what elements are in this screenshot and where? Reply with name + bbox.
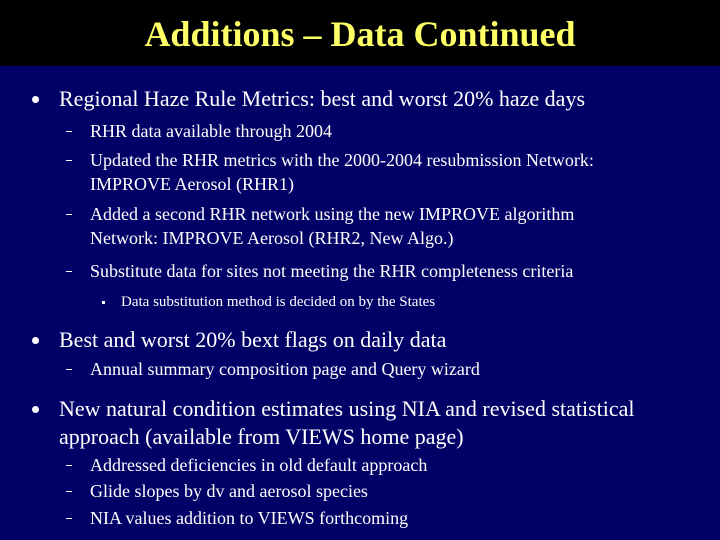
sub-bullet-text: Updated the RHR metrics with the 2000-2004 resubmission Network: — [90, 150, 594, 170]
dash-marker — [66, 491, 72, 492]
dash-marker — [66, 518, 72, 519]
bullet-text: Best and worst 20% bext flags on daily data — [59, 327, 447, 352]
bullet-marker — [32, 406, 39, 413]
sub-sub-bullet-text: Data substitution method is decided on by the States — [121, 294, 436, 310]
dash-marker — [66, 160, 72, 161]
sub-bullet-text: RHR data available through 2004 — [90, 121, 332, 141]
sub-bullet-text: NIA values addition to VIEWS forthcoming — [90, 508, 409, 528]
dash-marker — [66, 214, 72, 215]
dash-marker — [66, 369, 72, 370]
sub-bullet-text-cont: Network: IMPROVE Aerosol (RHR2, New Algo.) — [90, 228, 454, 248]
dash-marker — [66, 465, 72, 466]
slide-title: Additions – Data Continued — [144, 14, 576, 54]
dash-marker — [66, 131, 72, 132]
sub-bullet-text-cont: IMPROVE Aerosol (RHR1) — [90, 174, 295, 194]
dash-marker — [66, 271, 72, 272]
sub-bullet-text: Addressed deficiencies in old default approach — [90, 455, 428, 475]
sub-bullet-text: Added a second RHR network using the new IMPROVE algorithm — [90, 204, 575, 224]
sub-bullet-text: Substitute data for sites not meeting the RHR completeness criteria — [90, 261, 574, 281]
sub-bullet-text: Glide slopes by dv and aerosol species — [90, 481, 368, 501]
bullet-text: New natural condition estimates using NIA and revised statistical — [59, 396, 635, 421]
bullet-marker — [32, 337, 39, 344]
bullet-marker — [32, 96, 39, 103]
bullet-text: Regional Haze Rule Metrics: best and worst 20% haze days — [59, 86, 586, 111]
bullet-text-cont: approach (available from VIEWS home page) — [59, 424, 464, 449]
square-marker — [102, 301, 105, 304]
sub-bullet-text: Annual summary composition page and Query wizard — [90, 359, 480, 379]
